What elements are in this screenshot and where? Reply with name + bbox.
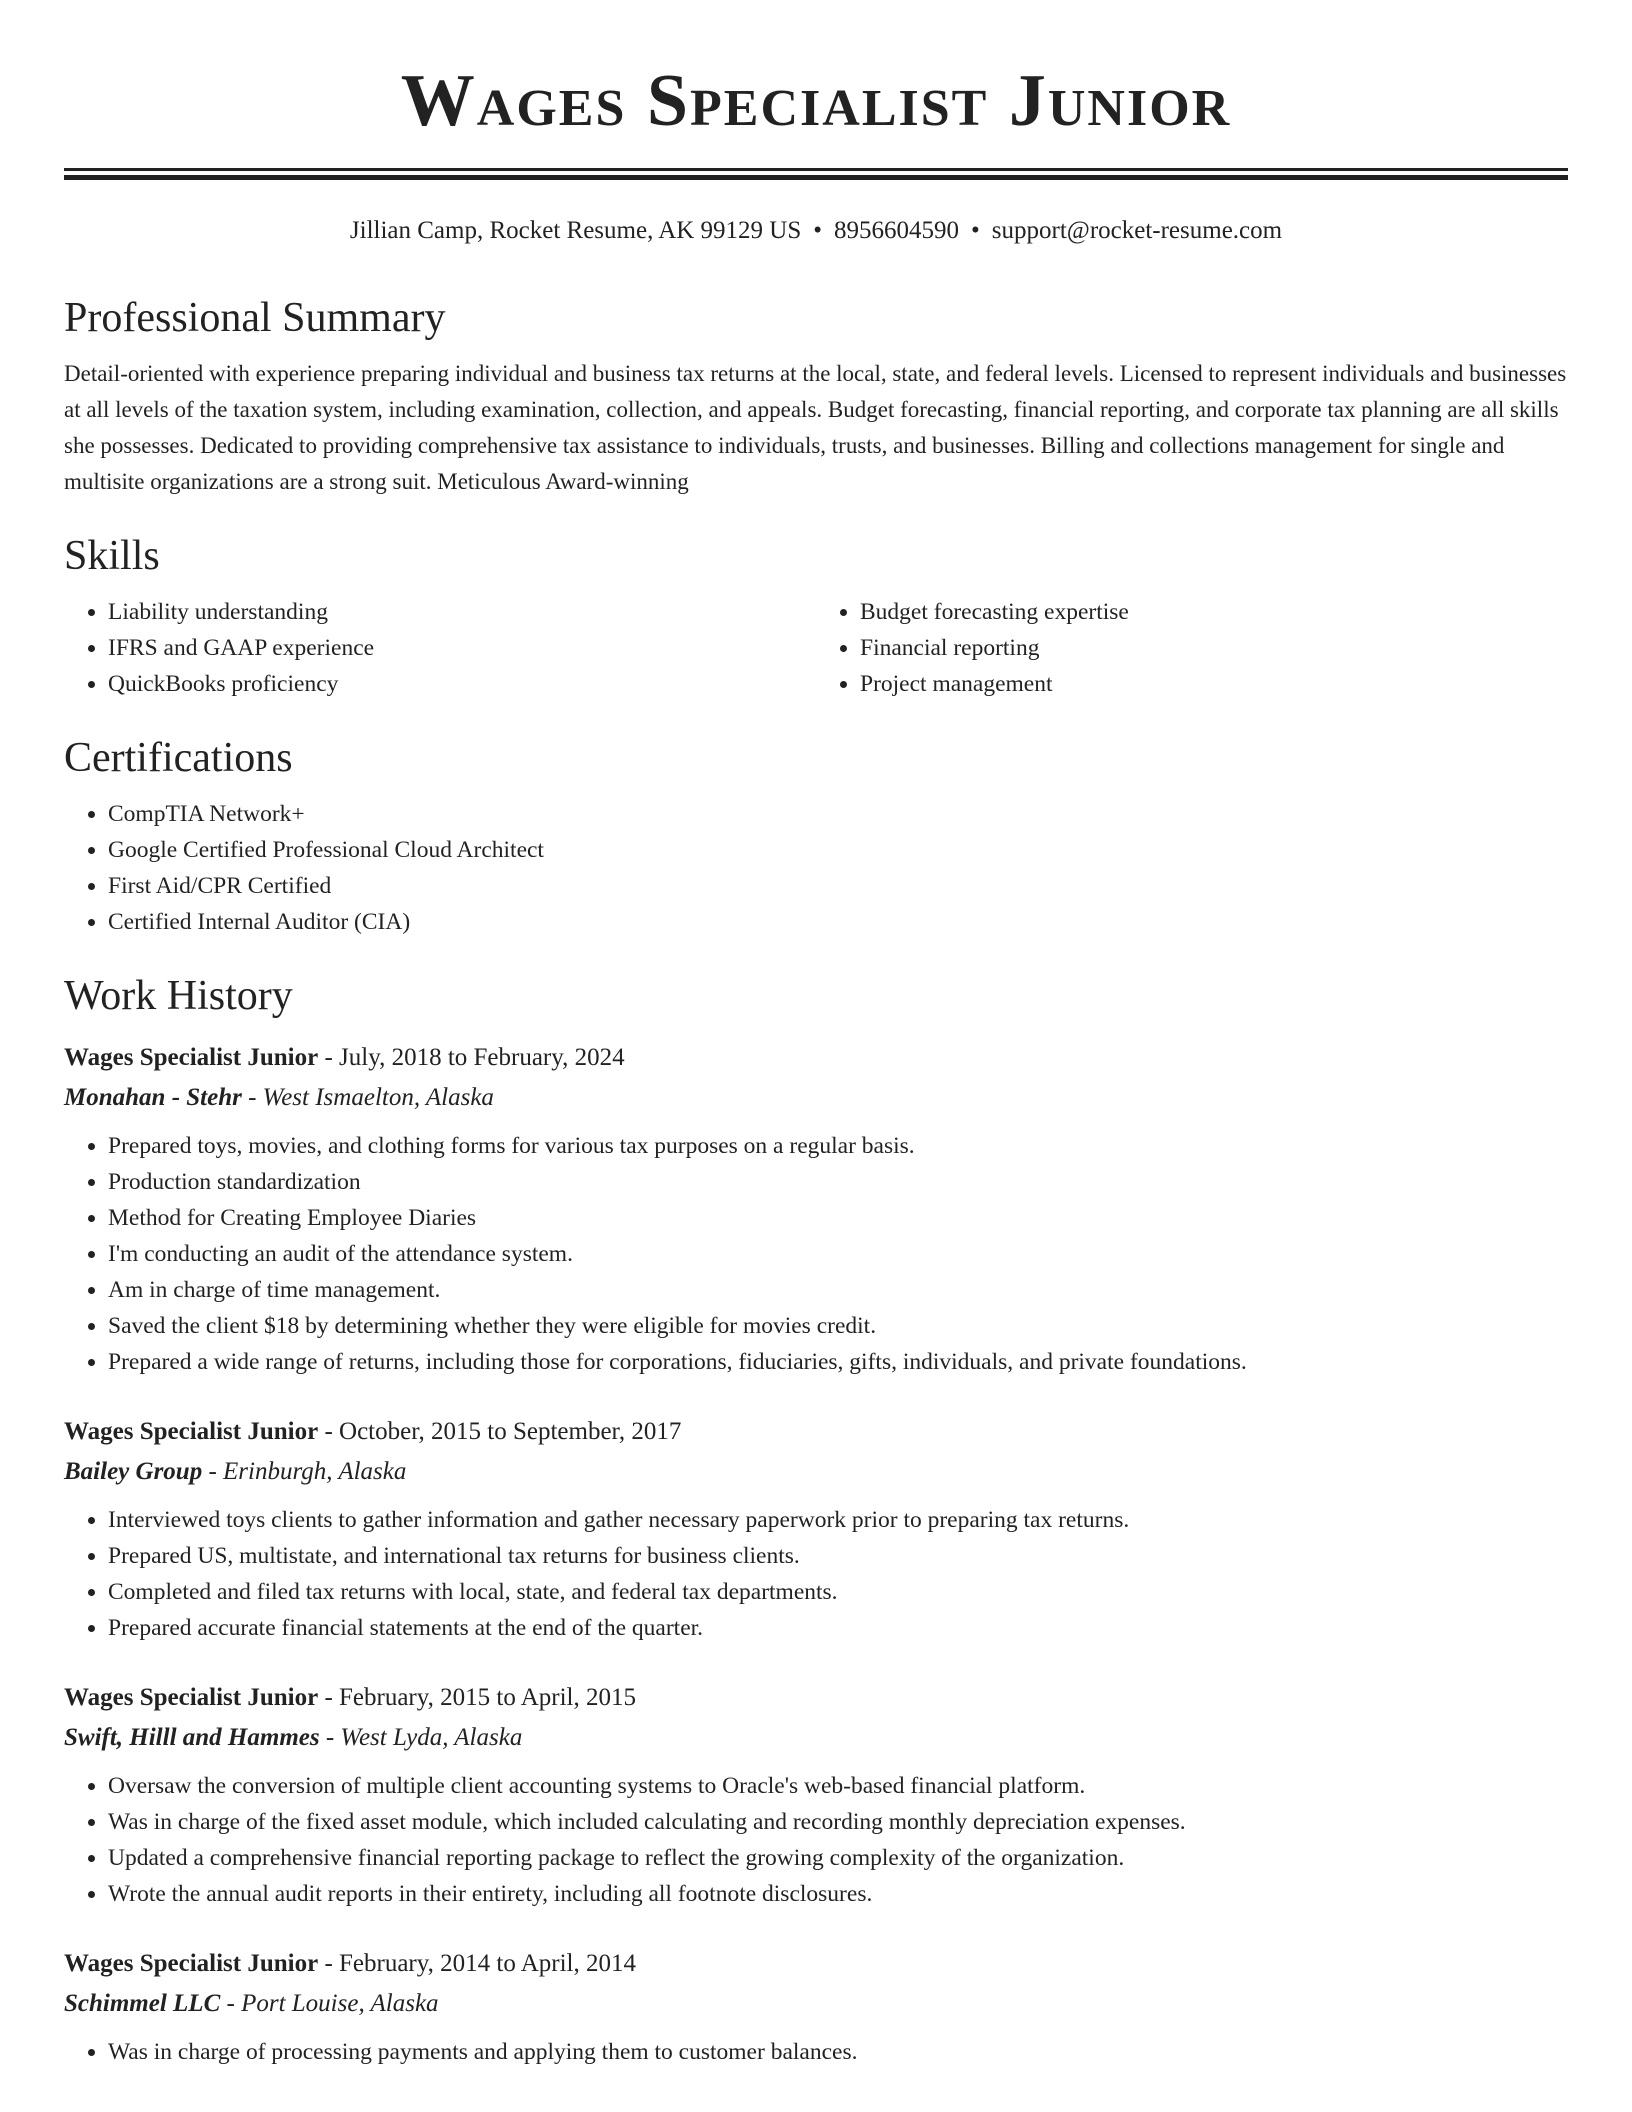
job-entry — [64, 1678, 1568, 1912]
skills-heading: Skills — [64, 533, 160, 579]
skill-item: • IFRS and GAAP experience — [108, 630, 816, 666]
skills-list-left — [64, 594, 816, 702]
certification-item: • Google Certified Professional Cloud Architect — [108, 832, 1568, 868]
job-bullet: • Am in charge of time management. — [108, 1272, 1568, 1308]
job-bullet: • Production standardization — [108, 1164, 1568, 1200]
job-company-line — [64, 1452, 1568, 1492]
job-entry — [64, 1412, 1568, 1646]
job-dates: - February, 2015 to April, 2015 — [318, 1684, 636, 1711]
job-bullet: • Oversaw the conversion of multiple client accounting systems to Oracle's web-based financial platform. — [108, 1768, 1568, 1804]
job-bullet: • Completed and filed tax returns with local, state, and federal tax departments. — [108, 1574, 1568, 1610]
skill-item: • QuickBooks proficiency — [108, 666, 816, 702]
job-location: - Port Louise, Alaska — [220, 1990, 439, 2017]
certification-item: • CompTIA Network+ — [108, 796, 1568, 832]
skill-item: • Financial reporting — [860, 630, 1568, 666]
job-bullet: • Prepared US, multistate, and international tax returns for business clients. — [108, 1538, 1568, 1574]
skill-item: • Project management — [860, 666, 1568, 702]
job-dates: - October, 2015 to September, 2017 — [318, 1418, 682, 1445]
contact-separator: • — [813, 217, 823, 244]
skill-item: • Budget forecasting expertise — [860, 594, 1568, 630]
summary-heading: Professional Summary — [64, 295, 446, 341]
certifications-heading: Certifications — [64, 735, 293, 781]
job-bullet: • I'm conducting an audit of the attendance system. — [108, 1236, 1568, 1272]
resume-content — [64, 290, 1568, 2070]
job-title: Wages Specialist Junior — [64, 1044, 319, 1071]
certifications-section — [64, 730, 1568, 940]
summary-section — [64, 290, 1568, 500]
skills-section — [64, 528, 1568, 702]
resume-title: Wages Specialist Junior — [400, 60, 1232, 142]
contact-email: support@rocket-resume.com — [991, 217, 1283, 244]
job-company: Monahan - Stehr — [64, 1084, 242, 1111]
job-title-line — [64, 1038, 1568, 1078]
job-bullet: • Saved the client $18 by determining whether they were eligible for movies credit. — [108, 1308, 1568, 1344]
job-bullets — [64, 1128, 1568, 1380]
job-company: Schimmel LLC — [64, 1990, 221, 2017]
job-bullets — [64, 2034, 1568, 2070]
job-title-line — [64, 1678, 1568, 1718]
job-company-line — [64, 1984, 1568, 2024]
skill-item: • Liability understanding — [108, 594, 816, 630]
job-company-line — [64, 1718, 1568, 1758]
work-history-heading: Work History — [64, 973, 293, 1019]
job-company-line — [64, 1078, 1568, 1118]
certification-item: • Certified Internal Auditor (CIA) — [108, 904, 1568, 940]
job-entry — [64, 1944, 1568, 2070]
contact-phone: 8956604590 — [834, 217, 960, 244]
job-bullet: • Interviewed toys clients to gather information and gather necessary paperwork prior to preparing tax returns. — [108, 1502, 1568, 1538]
job-bullet: • Wrote the annual audit reports in their entirety, including all footnote disclosures. — [108, 1876, 1568, 1912]
job-bullet: • Prepared a wide range of returns, including those for corporations, fiduciaries, gifts, individuals, and private foundations. — [108, 1344, 1568, 1380]
summary-text: Detail-oriented with experience preparing individual and business tax returns at the local, state, and federal levels. Licensed to represent individuals and businesses at all levels of the taxation system, including examination, collection, and appeals. Budget forecasting, financial reporting, and corporate tax planning are all skills she possesses. Dedicated to providing comprehensive tax assistance to individuals, trusts, and businesses. Billing and collections management for single and multisite organizations are a strong suit. Meticulous Award-winning — [64, 361, 1567, 494]
job-bullets — [64, 1502, 1568, 1646]
skills-list-right — [816, 594, 1568, 702]
job-company: Bailey Group — [64, 1458, 203, 1485]
contact-separator: • — [971, 217, 980, 244]
certification-item: • First Aid/CPR Certified — [108, 868, 1568, 904]
job-title-line — [64, 1412, 1568, 1452]
skills-columns — [64, 594, 1568, 702]
job-location: - West Lyda, Alaska — [319, 1724, 523, 1751]
job-bullet: • Updated a comprehensive financial reporting package to reflect the growing complexity of the organization. — [108, 1840, 1568, 1876]
job-bullet: • Was in charge of the fixed asset module, which included calculating and recording monthly depreciation expenses. — [108, 1804, 1568, 1840]
job-bullet: • Prepared toys, movies, and clothing forms for various tax purposes on a regular basis. — [108, 1128, 1568, 1164]
job-bullet: • Prepared accurate financial statements at the end of the quarter. — [108, 1610, 1568, 1646]
work-history-section — [64, 968, 1568, 2070]
certifications-list — [64, 796, 1568, 940]
job-dates: - February, 2014 to April, 2014 — [318, 1950, 636, 1977]
job-location: - West Ismaelton, Alaska — [241, 1084, 494, 1111]
job-entry — [64, 1038, 1568, 1380]
job-title: Wages Specialist Junior — [64, 1684, 319, 1711]
job-bullet: • Method for Creating Employee Diaries — [108, 1200, 1568, 1236]
contact-address: Jillian Camp, Rocket Resume, AK 99129 US — [349, 217, 802, 244]
contact-line — [0, 214, 1632, 248]
title-divider-top — [64, 168, 1568, 171]
job-title: Wages Specialist Junior — [64, 1418, 319, 1445]
job-title: Wages Specialist Junior — [64, 1950, 319, 1977]
job-company: Swift, Hilll and Hammes — [64, 1724, 320, 1751]
job-bullets — [64, 1768, 1568, 1912]
title-divider-bottom — [64, 175, 1568, 180]
job-dates: - July, 2018 to February, 2024 — [318, 1044, 625, 1071]
job-bullet: • Was in charge of processing payments and applying them to customer balances. — [108, 2034, 1568, 2070]
job-location: - Erinburgh, Alaska — [202, 1458, 407, 1485]
job-title-line — [64, 1944, 1568, 1984]
